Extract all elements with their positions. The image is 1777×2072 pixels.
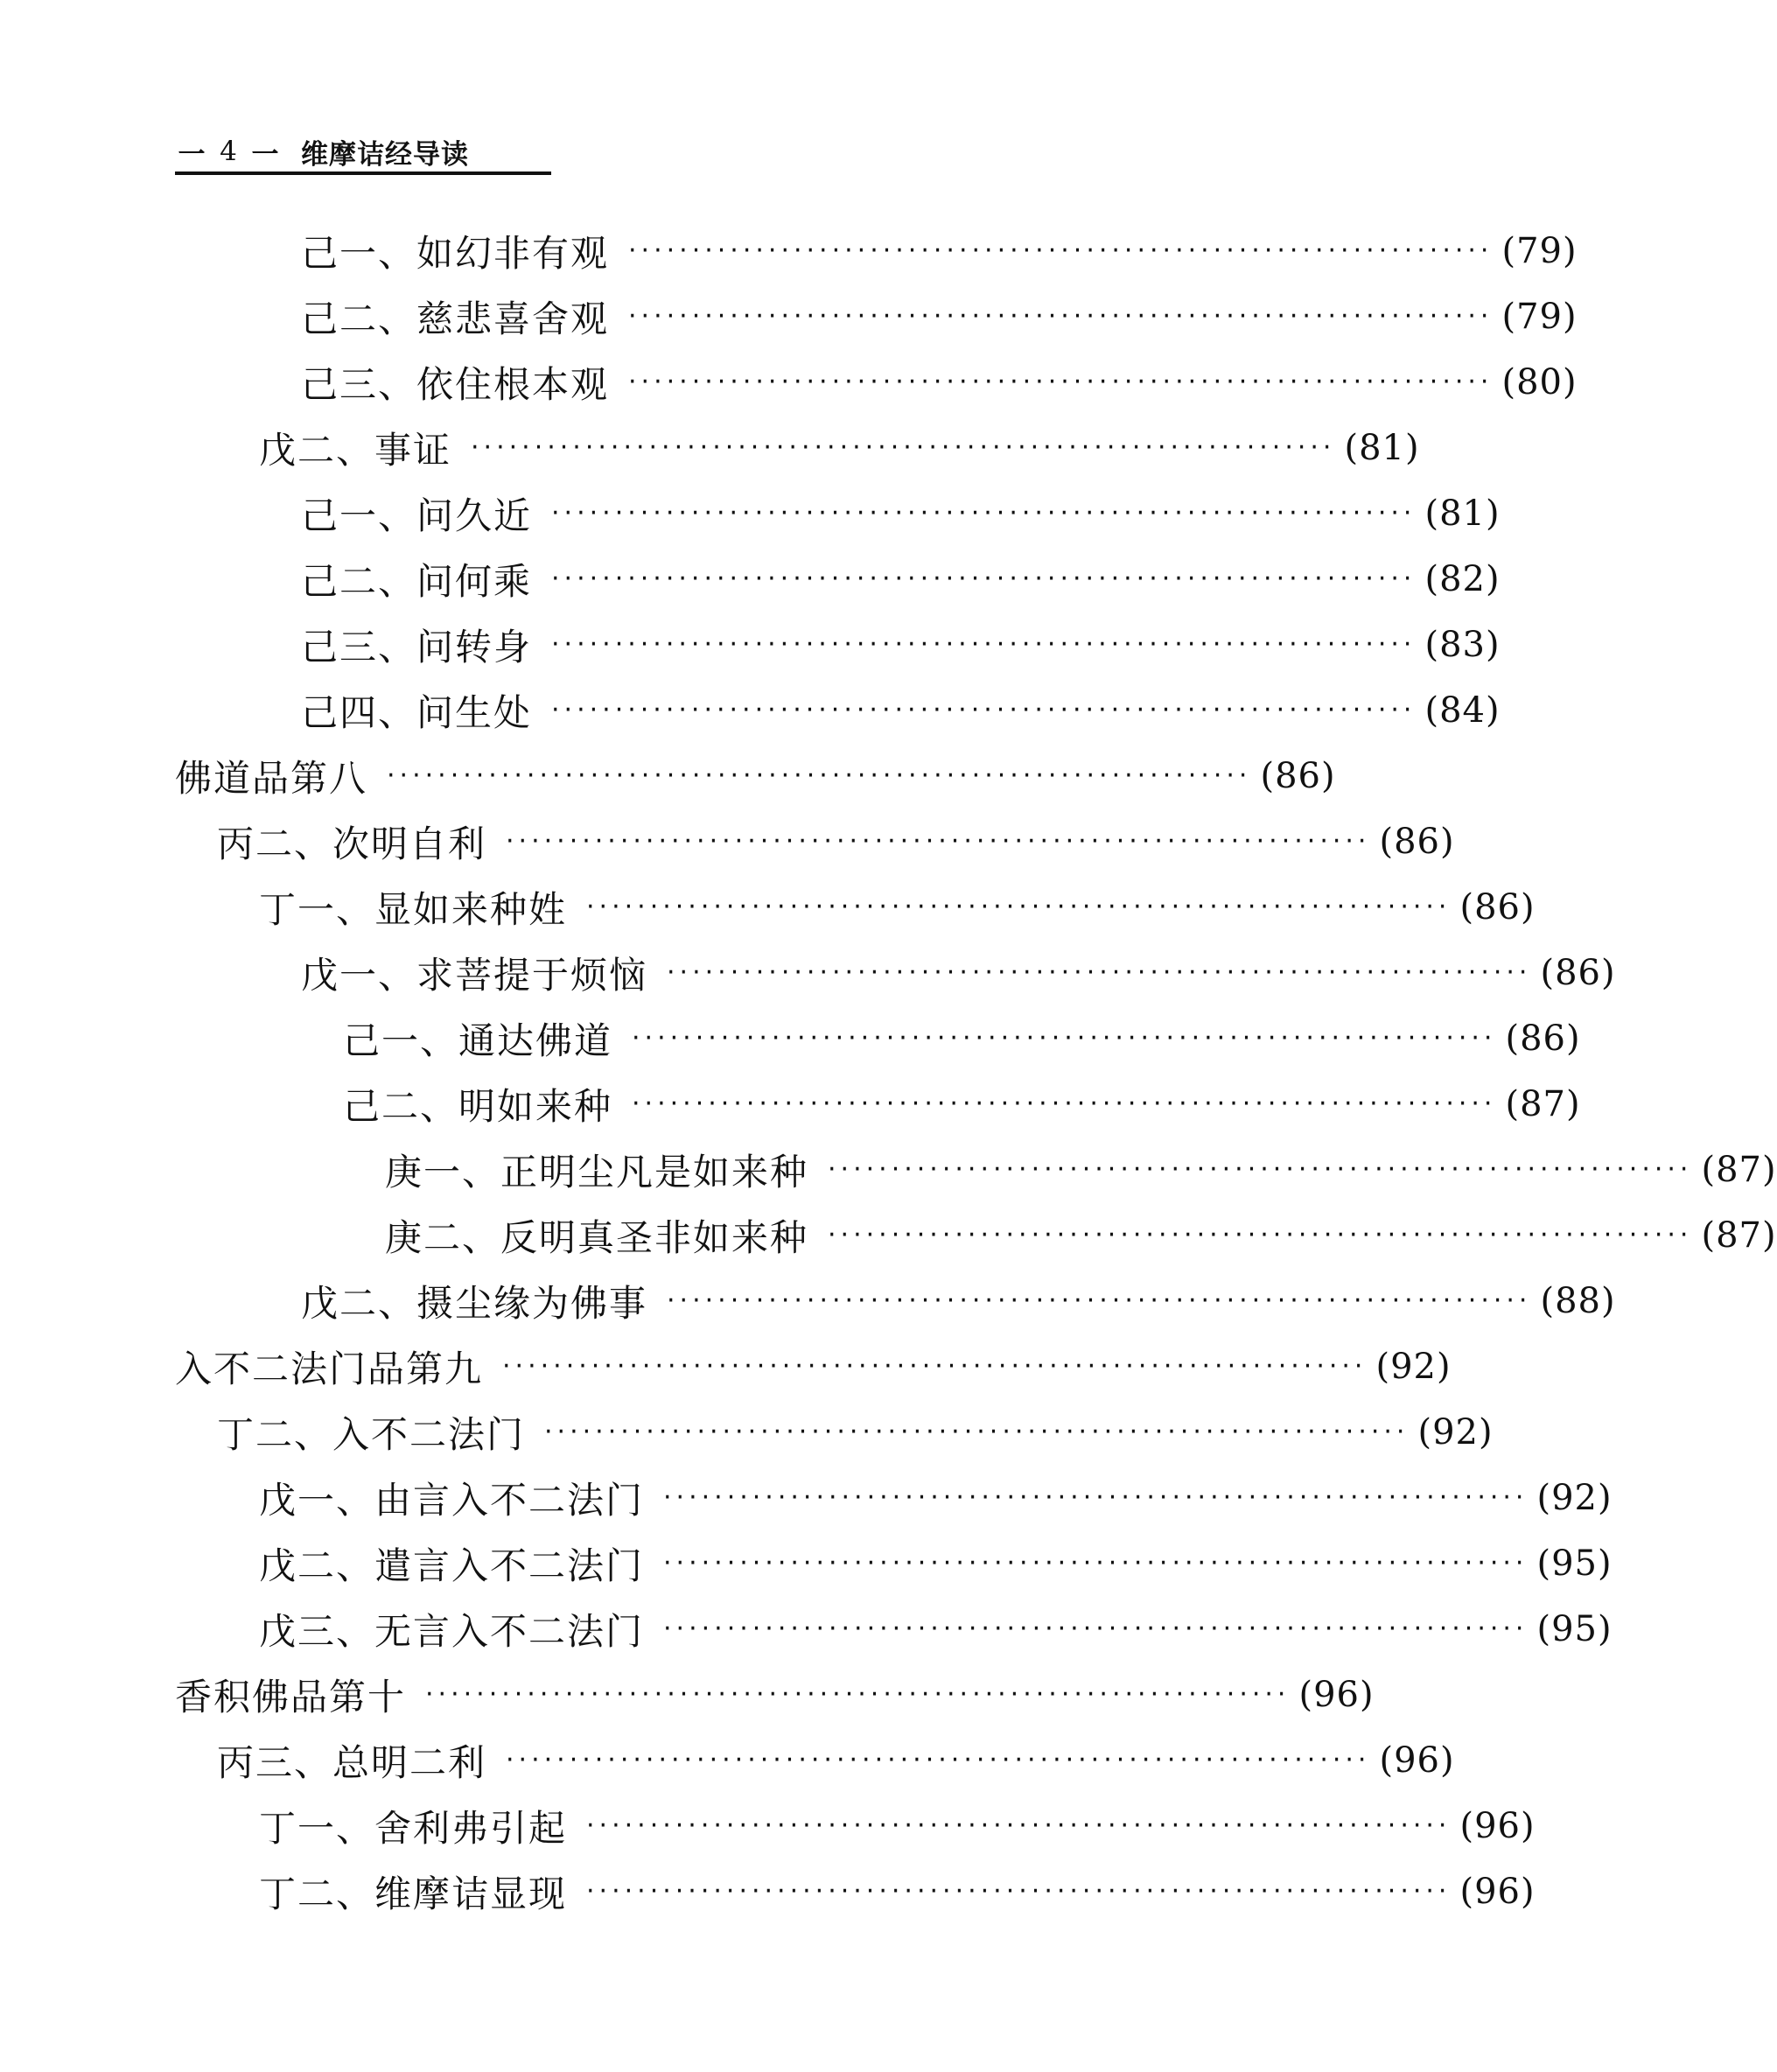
toc-entry-page: (96) <box>1459 1872 1536 1912</box>
toc-entry-label: 戊一、由言入不二法门 <box>259 1479 645 1522</box>
toc-entry-page: (96) <box>1298 1675 1375 1715</box>
toc-entry-page: (87) <box>1701 1150 1777 1190</box>
toc-entry-page: (81) <box>1424 494 1501 534</box>
toc-entry[interactable] <box>217 816 1455 868</box>
toc-entry-page: (95) <box>1536 1544 1613 1584</box>
toc-entry-label: 己一、通达佛道 <box>343 1019 613 1062</box>
toc-entry-page: (80) <box>1501 362 1578 402</box>
toc-entry-label: 己四、问生处 <box>301 691 533 734</box>
toc-entry-label: 己三、问转身 <box>301 626 533 668</box>
toc-entry-label: 己二、慈悲喜舍观 <box>301 298 610 340</box>
toc-entry[interactable] <box>385 1144 1777 1196</box>
toc-entry-label: 己一、问久近 <box>301 494 533 537</box>
dot-leader: ···································································· <box>387 760 1252 791</box>
toc-entry-page: (86) <box>1379 822 1455 862</box>
toc-entry-label: 己二、明如来种 <box>343 1085 613 1128</box>
toc-entry-label: 香积佛品第十 <box>175 1676 407 1718</box>
toc-entry[interactable] <box>301 553 1501 606</box>
toc-entry-label: 入不二法门品第九 <box>175 1348 484 1390</box>
dot-leader: ···································································· <box>628 235 1494 266</box>
toc-entry-label: 庚二、反明真圣非如来种 <box>385 1216 809 1259</box>
toc-entry[interactable] <box>301 619 1501 671</box>
toc-entry-page: (95) <box>1536 1609 1613 1649</box>
toc-entry-label: 己二、问何乘 <box>301 560 533 603</box>
toc-entry-page: (86) <box>1505 1018 1581 1059</box>
dot-leader: ···································································· <box>632 1023 1497 1054</box>
toc-entry-page: (96) <box>1379 1740 1455 1781</box>
toc-entry-page: (96) <box>1459 1806 1536 1846</box>
toc-entry[interactable] <box>217 1734 1455 1787</box>
toc-entry-page: (87) <box>1505 1084 1581 1124</box>
toc-entry-label: 己三、依住根本观 <box>301 363 610 406</box>
toc-entry-page: (81) <box>1344 428 1420 468</box>
toc-entry-label: 丁二、维摩诘显现 <box>259 1872 568 1915</box>
toc-entry-label: 戊二、摄尘缘为佛事 <box>301 1282 648 1325</box>
dot-leader: ···································································· <box>586 1876 1452 1907</box>
dot-leader: ···································································· <box>544 1417 1410 1447</box>
toc-entry-page: (87) <box>1701 1215 1777 1256</box>
header-book-title: 维摩诘经导读 <box>301 138 469 171</box>
toc-entry[interactable] <box>343 1012 1581 1065</box>
header-dash-right: 一 <box>251 138 279 171</box>
toc-entry-label: 丙三、总明二利 <box>217 1741 487 1784</box>
toc-entry-page: (79) <box>1501 297 1578 337</box>
dot-leader: ···································································· <box>663 1548 1529 1578</box>
header-dash-left: 一 <box>178 138 206 171</box>
dot-leader: ···································································· <box>667 957 1532 988</box>
toc-entry-page: (88) <box>1540 1281 1616 1321</box>
header-page-number: 4 <box>220 136 237 167</box>
toc-entry[interactable] <box>259 881 1536 934</box>
toc-entry[interactable] <box>175 750 1336 802</box>
toc-entry-page: (83) <box>1424 625 1501 665</box>
toc-entry[interactable] <box>385 1209 1777 1262</box>
toc-entry[interactable] <box>259 1800 1536 1852</box>
toc-entry[interactable] <box>301 947 1616 999</box>
dot-leader: ···································································· <box>667 1285 1532 1316</box>
toc-entry[interactable] <box>175 1669 1375 1721</box>
dot-leader: ···································································· <box>663 1482 1529 1513</box>
toc-entry-label: 戊二、事证 <box>259 429 452 472</box>
toc-entry-page: (86) <box>1260 756 1336 796</box>
toc-entry-page: (79) <box>1501 231 1578 271</box>
dot-leader: ···································································· <box>502 1351 1368 1382</box>
toc-entry-label: 戊三、无言入不二法门 <box>259 1610 645 1653</box>
toc-entry-label: 丁一、舍利弗引起 <box>259 1807 568 1850</box>
toc-entry-label: 丁二、入不二法门 <box>217 1413 526 1456</box>
toc-entry-page: (86) <box>1540 953 1616 993</box>
dot-leader: ···································································· <box>828 1154 1693 1185</box>
toc-entry-page: (82) <box>1424 559 1501 599</box>
toc-entry[interactable] <box>301 356 1578 409</box>
toc-entry[interactable] <box>301 684 1501 737</box>
toc-entry-page: (92) <box>1375 1347 1452 1387</box>
dot-leader: ···································································· <box>586 892 1452 922</box>
dot-leader: ···································································· <box>551 629 1417 660</box>
toc-entry-label: 佛道品第八 <box>175 757 368 800</box>
toc-entry[interactable] <box>259 1866 1536 1918</box>
toc-entry-label: 戊二、遣言入不二法门 <box>259 1544 645 1587</box>
dot-leader: ···································································· <box>632 1088 1497 1119</box>
dot-leader: ···································································· <box>828 1220 1693 1250</box>
toc-entry[interactable] <box>217 1406 1494 1459</box>
toc-entry[interactable] <box>259 422 1420 474</box>
toc-entry-label: 己一、如幻非有观 <box>301 232 610 275</box>
dot-leader: ···································································· <box>551 564 1417 594</box>
toc-entry-page: (92) <box>1536 1478 1613 1518</box>
toc-entry[interactable] <box>175 1340 1452 1393</box>
toc-entry[interactable] <box>259 1537 1613 1590</box>
dot-leader: ···································································· <box>471 432 1336 463</box>
toc-entry-label: 庚一、正明尘凡是如来种 <box>385 1151 809 1194</box>
toc-entry-label: 戊一、求菩提于烦恼 <box>301 954 648 997</box>
toc-entry-page: (92) <box>1417 1412 1494 1452</box>
toc-entry[interactable] <box>301 290 1578 343</box>
dot-leader: ···································································· <box>506 826 1371 857</box>
toc-entry[interactable] <box>259 1603 1613 1656</box>
toc-entry[interactable] <box>301 225 1578 277</box>
dot-leader: ···································································· <box>425 1679 1291 1710</box>
toc-entry[interactable] <box>301 1275 1616 1327</box>
dot-leader: ···································································· <box>663 1614 1529 1644</box>
dot-leader: ···································································· <box>628 367 1494 397</box>
toc-entry-label: 丙二、次明自利 <box>217 822 487 865</box>
toc-entry-page: (84) <box>1424 690 1501 731</box>
dot-leader: ···································································· <box>586 1810 1452 1841</box>
dot-leader: ···································································· <box>628 301 1494 332</box>
toc-entry[interactable] <box>259 1472 1613 1524</box>
toc-entry[interactable] <box>343 1078 1581 1130</box>
toc-entry-label: 丁一、显如来种姓 <box>259 888 568 931</box>
toc-entry-page: (86) <box>1459 887 1536 928</box>
dot-leader: ···································································· <box>506 1745 1371 1775</box>
toc-entry[interactable] <box>301 487 1501 540</box>
dot-leader: ···································································· <box>551 498 1417 528</box>
dot-leader: ···································································· <box>551 695 1417 725</box>
